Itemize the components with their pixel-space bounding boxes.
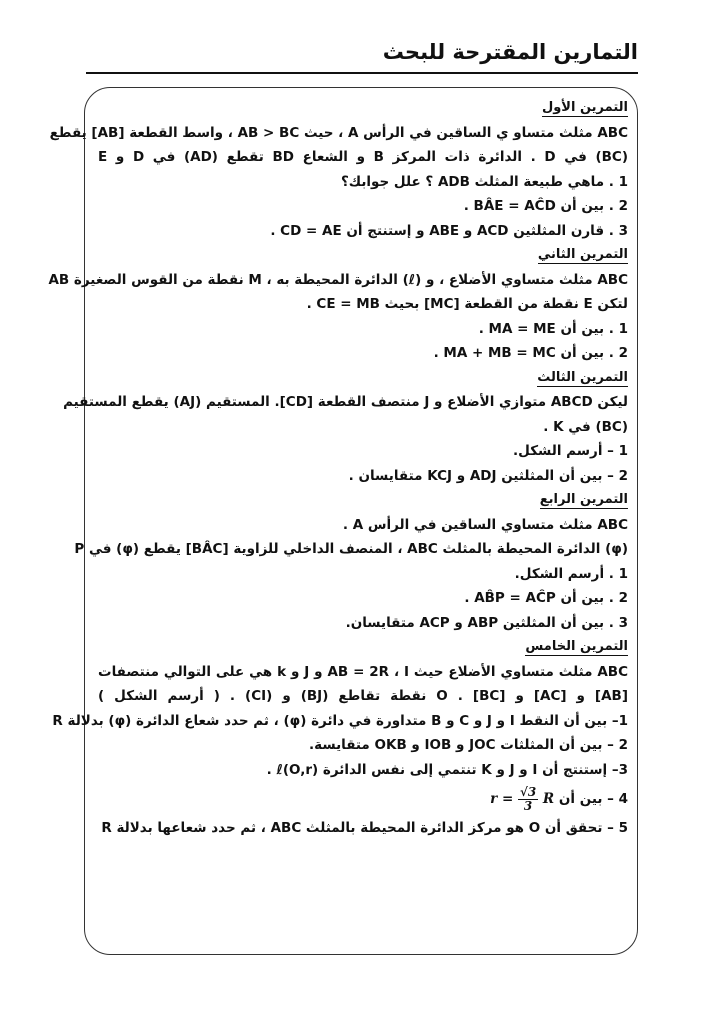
fraction — [518, 786, 538, 813]
exercise-line: 1 . أرسم الشكل. — [514, 565, 628, 582]
exercise-line: 2 – بين أن المثلثين ADJ و KCJ متقايسان . — [348, 467, 628, 484]
exercise-line: (BC) في K . — [543, 418, 628, 435]
exercise-line: 2 . بين أن AB̂P = AĈP . — [464, 590, 628, 606]
exercise-line: [AB] و [AC] و [BC] . O نقطة تقاطع (BJ) و (CI) . ( أرسم الشكل ) — [98, 688, 629, 704]
fraction-question-prefix: 4 – بين أن — [558, 791, 628, 807]
exercises-content — [48, 96, 629, 841]
exercise-line: 2 . بين أن MA + MB = MC . — [433, 345, 628, 361]
fraction-numerator: √3 — [519, 785, 537, 799]
exercise-title: التمرين الرابع — [539, 492, 628, 507]
fraction-denominator: 3 — [523, 799, 533, 813]
exercise-line: ABC مثلث متساوي الأضلاع ، و (ℓ) الدائرة المحيطة به ، M نقطة من القوس الصغيرة AB — [48, 271, 628, 288]
exercise-line: (φ) الدائرة المحيطة بالمثلث ABC ، المنصف الداخلي للزاوية [BÂC] يقطع (φ) في P — [74, 541, 628, 557]
fraction-rhs: R — [542, 791, 555, 807]
exercise-line: 1 . بين أن MA = ME . — [478, 320, 628, 337]
exercise-line: ABC مثلث متساوي الساقين في الرأس A . — [342, 516, 628, 533]
exercise-line: 1 – أرسم الشكل. — [513, 443, 628, 459]
exercise-line: 2 . بين أن BÂE = AĈD . — [463, 198, 628, 214]
exercise-line: 1– بين أن النقط I و J و C و B متداورة في دائرة (φ) ، ثم حدد شعاع الدائرة (φ) بدلالة R — [52, 712, 628, 729]
exercise-line: 5 – تحقق أن O هو مركز الدائرة المحيطة بالمثلث ABC ، ثم حدد شعاعها بدلالة R — [101, 820, 628, 836]
exercise-line: ABC مثلث متساو ي الساقين في الرأس A ، حيث AB > BC ، واسط القطعة [AB] يقطع — [49, 124, 628, 141]
fraction-expression — [490, 785, 555, 813]
title-underline — [86, 72, 638, 74]
exercise-line: 3 . بين أن المثلثين ABP و ACP متقايسان. — [345, 614, 628, 631]
exercise-line: 2 – بين أن المثلثات JOC و IOB و OKB متقايسة. — [309, 737, 628, 753]
exercise-line: 3 . قارن المثلثين ACD و ABE و إستنتج أن CD = AE . — [270, 222, 628, 239]
fraction-question-line — [98, 782, 628, 816]
exercise-line: ABC مثلث متساوي الأضلاع حيث AB = 2R ، I و J و k هي على التوالي منتصفات — [98, 663, 629, 680]
exercise-title: التمرين الأول — [541, 100, 628, 115]
exercise-line: 3– إستنتج أن I و J و K تنتمي إلى نفس الدائرة ℓ(O,r) . — [266, 761, 628, 778]
exercise-line: 1 . ماهي طبيعة المثلث ADB ؟ علل جوابك؟ — [340, 173, 628, 190]
fraction-lhs: r = — [490, 791, 514, 807]
exercise-title: التمرين الخامس — [525, 639, 628, 654]
exercise-title: التمرين الثاني — [537, 247, 628, 262]
exercise-line: لتكن E نقطة من القطعة [MC] بحيث CE = MB . — [306, 296, 628, 312]
page-title: التمارين المقترحة للبحث — [382, 40, 638, 64]
exercise-line: ليكن ABCD متوازي الأضلاع و J منتصف القطعة [CD]. المستقيم (AJ) يقطع المستقيم — [63, 394, 628, 410]
exercise-line: (BC) في D . الدائرة ذات المركز B و الشعاع BD تقطع (AD) في D و E — [98, 149, 628, 165]
exercise-title: التمرين الثالث — [537, 369, 628, 385]
